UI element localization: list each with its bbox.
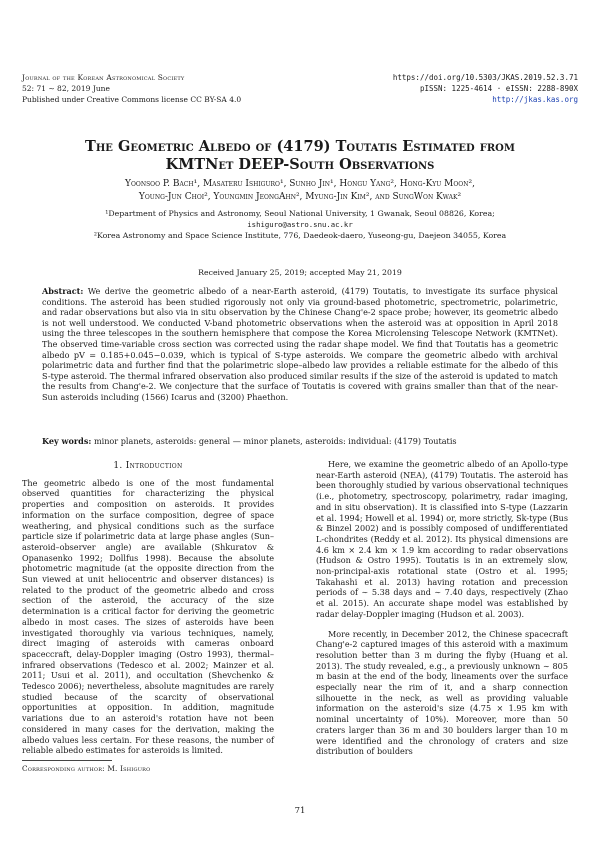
keywords-label: Key words: [42,436,92,446]
title-line-1: The Geometric Albedo of (4179) Toutatis Estimated from [85,138,515,155]
abstract-label: Abstract: [42,286,84,296]
authors-line-1: Yoonsoo P. Bach¹, Masateru Ishiguro¹, Sunho Jin¹, Hongu Yang², Hong-Kyu Moon², [125,179,475,189]
author-list [60,178,540,204]
page-number: 71 [294,806,306,816]
received-dates: Received January 25, 2019; accepted May 21, 2019 [198,268,402,277]
abstract [42,286,558,403]
footnote-rule [22,760,112,761]
journal-site-link[interactable]: http://jkas.kas.org [492,95,578,104]
keywords [42,436,558,447]
intro-paragraph-2: Here, we examine the geometric albedo of an Apollo-type near-Earth asteroid (NEA), (4179) Toutatis. The asteroid has been thoroughly studied by various observational techniques (i.e., photometry, spectroscopy, polarimetry, radar imaging, and in situ observation). It is classified into S-type (Lazzarin et al. 1994; Howell et al. 1994) or, more strictly, Sk-type (Bus & Binzel 2002) and is possibly composed of undifferentiated L-chondrites (Reddy et al. 2012). Its physical dimensions are 4.6 km × 2.4 km × 1.9 km according to radar observations (Hudson & Ostro 1995). Toutatis is in an extremely slow, non-principal-axis rotational state (Ostro et al. 1995; Takahashi et al. 2013) having rotation and precession periods of ∼ 5.38 days and ∼ 7.40 days, respectively (Zhao et al. 2015). An accurate shape model was established by radar delay-Doppler imaging (Hudson et al. 2003). [316,459,568,619]
volume-line: 52: 71 ∼ 82, 2019 June [22,84,110,93]
title-line-2: KMTNet DEEP-South Observations [165,156,435,173]
left-column [22,459,274,756]
affiliation-1: ¹Department of Physics and Astronomy, Seoul National University, 1 Gwanak, Seoul 08826, Korea; [105,209,495,218]
right-column [316,459,568,757]
journal-name: Journal of the Korean Astronomical Society [22,73,185,82]
affiliation-2: ²Korea Astronomy and Space Science Institute, 776, Daedeok-daero, Yuseong-gu, Daejeon 34055, Korea [93,231,507,240]
doi-link[interactable]: https://doi.org/10.5303/JKAS.2019.52.3.71 [392,73,578,82]
affiliations [40,208,560,241]
authors-line-2: Young-Jun Choi², Youngmin JeongAhn², Myung-Jin Kim², and SungWon Kwak² [138,192,462,202]
intro-paragraph-3: More recently, in December 2012, the Chinese spacecraft Chang'e-2 captured images of this asteroid with a maximum resolution better than 3 m during the flyby (Huang et al. 2013). The study revealed, e.g., a previously unknown ∼ 805 m basin at the end of the body, lineaments over the surface especially near the rim of it, and a sharp connection silhouette in the neck, as well as providing valuable information on the asteroid's size (4.75 × 1.95 km with nominal uncertainty of 10%). Moreover, more than 50 craters larger than 36 m and 30 boulders larger than 10 m were identified and the chronology of craters and size distribution of boulders [316,628,568,757]
paper-title [40,138,560,174]
license-line: Published under Creative Commons license CC BY-SA 4.0 [22,95,242,104]
contact-email[interactable]: ishiguro@astro.snu.ac.kr [247,220,353,229]
keywords-text: minor planets, asteroids: general — minor planets, asteroids: individual: (4179) Toutatis [93,436,457,446]
doi-header [393,72,578,105]
abstract-text: We derive the geometric albedo of a near-Earth asteroid, (4179) Toutatis, to investigate its surface physical conditions. The asteroid has been studied rigorously not only via ground-based photometric, spectrometric, polarimetric, and radar observations but also via in situ observation by the Chinese Chang'e-2 space probe; however, its geometric albedo is not well understood. We conducted V-band photometric observations when the asteroid was at opposition in April 2018 using the three telescopes in the southern hemisphere that compose the Korea Microlensing Telescope Network (KMTNet). The observed time-variable cross section was corrected using the radar shape model. We find that Toutatis has a geometric albedo pV = 0.185+0.045−0.039, which is typical of S-type asteroids. We compare the geometric albedo with archival polarimetric data and further find that the polarimetric slope–albedo law provides a reliable estimate for the albedo of this S-type asteroid. The thermal infrared observation also produced similar results if the size of the asteroid is updated to match the results from Chang'e-2. We conjecture that the surface of Toutatis is covered with grains smaller than that of the near-Sun asteroids including (1566) Icarus and (3200) Phaethon. [42,286,559,402]
intro-paragraph-1: The geometric albedo is one of the most fundamental observed quantities for characterizing the physical properties and composition on asteroids. It provides information on the surface composition, degree of space weathering, and physical conditions such as the surface particle size if polarimetric data at large phase angles (Sun–asteroid–observer angle) are available (Shkuratov & Opanasenko 1992; Dollfus 1998). Because the absolute photometric magnitude (at the opposite direction from the Sun viewed at unit heliocentric and observer distances) is related to the product of the geometric albedo and cross section of the asteroid, the accuracy of the size determination is a critical factor for deriving the geometric albedo in most cases. The sizes of asteroids have been investigated thoroughly via various techniques, namely, direct imaging of asteroids with cameras onboard spaceccraft, delay-Doppler imaging (Ostro 1993), thermal–infrared observations (Tedesco et al. 2002; Mainzer et al. 2011; Usui et al. 2011), and occultation (Shevchenko & Tedesco 2006); nevertheless, absolute magnitudes are rarely studied because of the scarcity of observational opportunities at opposition. In addition, magnitude variations due to an asteroid's rotation have not been considered in many cases for the derivation, making the albedo values less certain. For these reasons, the number of reliable albedo estimates for asteroids is limited. [22,477,274,756]
section-heading-introduction: 1. Introduction [113,461,183,471]
issn-line: pISSN: 1225-4614 · eISSN: 2288-890X [419,84,578,93]
corresponding-author: Corresponding author: M. Ishiguro [22,764,151,773]
journal-header [22,72,241,105]
